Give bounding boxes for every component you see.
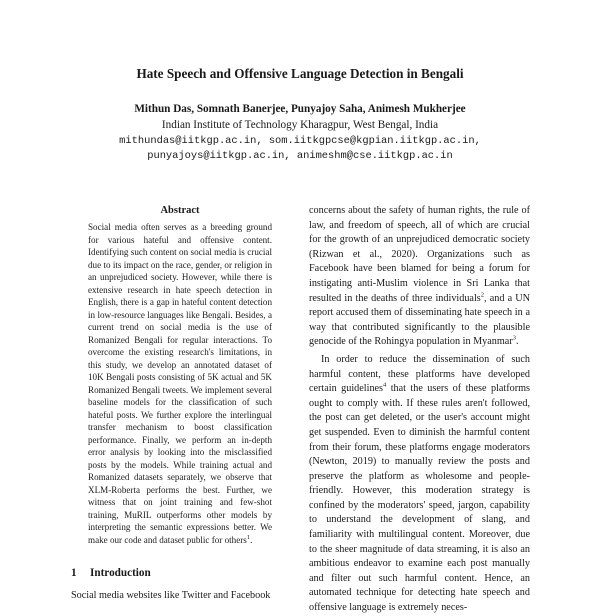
footnote-marker-3: 3 <box>512 334 516 342</box>
abstract-heading: Abstract <box>160 205 200 216</box>
introduction-left-column-text: Social media websites like Twitter and Facebook <box>71 590 271 601</box>
abstract-footnote-marker: 1 <box>246 533 251 541</box>
section-title: Introduction <box>90 567 151 579</box>
para2-text-b: that the users of these platforms ought to comply with. If these rules aren't followed, the post can get deleted, or the user's account might get suspended. Even to diminish the harmful content from their forum, these platforms engage moderators (Newton, 2019) to manually review the posts and preserve the platform as wholesome and people-friendly. However, this moderation strategy is confined by the moderators' speed, jargon, capability to understand the development of slang, and familiarity with multilingual content. Moreover, due to the sheer magnitude of data streaming, it is also an ambitious endeavor to examine each post manually and filter out such harmful content. Hence, an automated technique for detecting hate speech and offensive language is extremely neces- <box>309 383 531 614</box>
footnote-marker-4: 4 <box>383 381 387 389</box>
section-number: 1 <box>71 567 77 579</box>
paper-title: Hate Speech and Offensive Language Detection in Bengali <box>136 66 464 81</box>
para1-text-a: concerns about the safety of human rights, the rule of law, and freedom of speech, all of which are crucial for the growth of an unprejudiced democratic society (Rizwan et al., 2020). Organizations such as Facebook have been blamed for being a forum for instigating anti-Muslim violence in Sri Lanka that resulted in the deaths of three individuals <box>309 205 530 304</box>
abstract-text: Social media often serves as a breeding ground for various hateful and offensive content. Identifying such content on social media is crucial due to its impact on the race, gender, or religion in an unprejudiced society. However, while there is extensive research in hate speech detection in English, there is a gap in hateful content detection in low-resource languages like Bengali. Besides, a current trend on social media is the use of Romanized Bengali for regular interactions. To overcome the existing research's limitations, in this study, we develop an annotated dataset of 10K Bengali posts consisting of 5K actual and 5K Romanized Bengali tweets. We implement several baseline models for the classification of such hateful posts. We further explore the interlingual transfer mechanism to boost classification performance. Finally, we perform an in-depth error analysis by looking into the misclassified posts by the models. While training actual and Romanized datasets separately, we observe that XLM-Roberta performs the best. Further, we witness that on joint training and few-shot training, MuRIL outperforms other models by interpreting the semantic expressions better. We make our code and dataset public for others <box>88 222 272 545</box>
paper-authors: Mithun Das, Somnath Banerjee, Punyajoy Saha, Animesh Mukherjee <box>134 103 466 115</box>
introduction-paragraph-2 <box>309 353 530 616</box>
para2-text-a: In order to reduce the dissemination of such harmful content, these platforms have developed certain guidelines <box>309 353 530 395</box>
author-emails-line-1: mithundas@iitkgp.ac.in, som.iitkgpcse@kgpian.iitkgp.ac.in, <box>119 135 481 147</box>
author-emails-line-2: punyajoys@iitkgp.ac.in, animeshm@cse.iitkgp.ac.in <box>147 150 453 162</box>
abstract-body: Social media often serves as a breeding ground for various hateful and offensive content. Identifying such content on social media is crucial due to its impact on the race, gender, or religion in an unprejudiced society. However, while there is extensive research in hate speech detection in English, there is a gap in hateful content detection in low-resource languages like Bengali. Besides, a current trend on social media is the use of Romanized Bengali for regular interactions. To overcome the existing research's limitations, in this study, we develop an annotated dataset of 10K Bengali posts consisting of 5K actual and 5K Romanized Bengali tweets. We implement several baseline models for the classification of such hateful posts. We further explore the interlingual transfer mechanism to boost classification performance. Finally, we perform an in-depth error analysis by looking into the misclassified posts by the models. While training actual and Romanized datasets separately, we observe that XLM-Roberta performs the best. Further, we witness that on joint training and few-shot training, MuRIL outperforms other models by interpreting the semantic expressions better. We make our code and dataset public for others$^1$. <box>88 222 272 545</box>
footnote-marker-2: 2 <box>480 291 484 299</box>
introduction-paragraph-1 <box>309 204 530 350</box>
paper-affiliation: Indian Institute of Technology Kharagpur, West Bengal, India <box>161 119 439 131</box>
para1-text-c: . <box>515 336 519 348</box>
right-column <box>309 204 530 616</box>
para1-text-b: , and a UN report accused them of disseminating hate speech in a way that contributed significantly to the plausible genocide of the Rohingya population in Myanmar <box>309 292 530 348</box>
section-heading-introduction <box>71 567 151 579</box>
